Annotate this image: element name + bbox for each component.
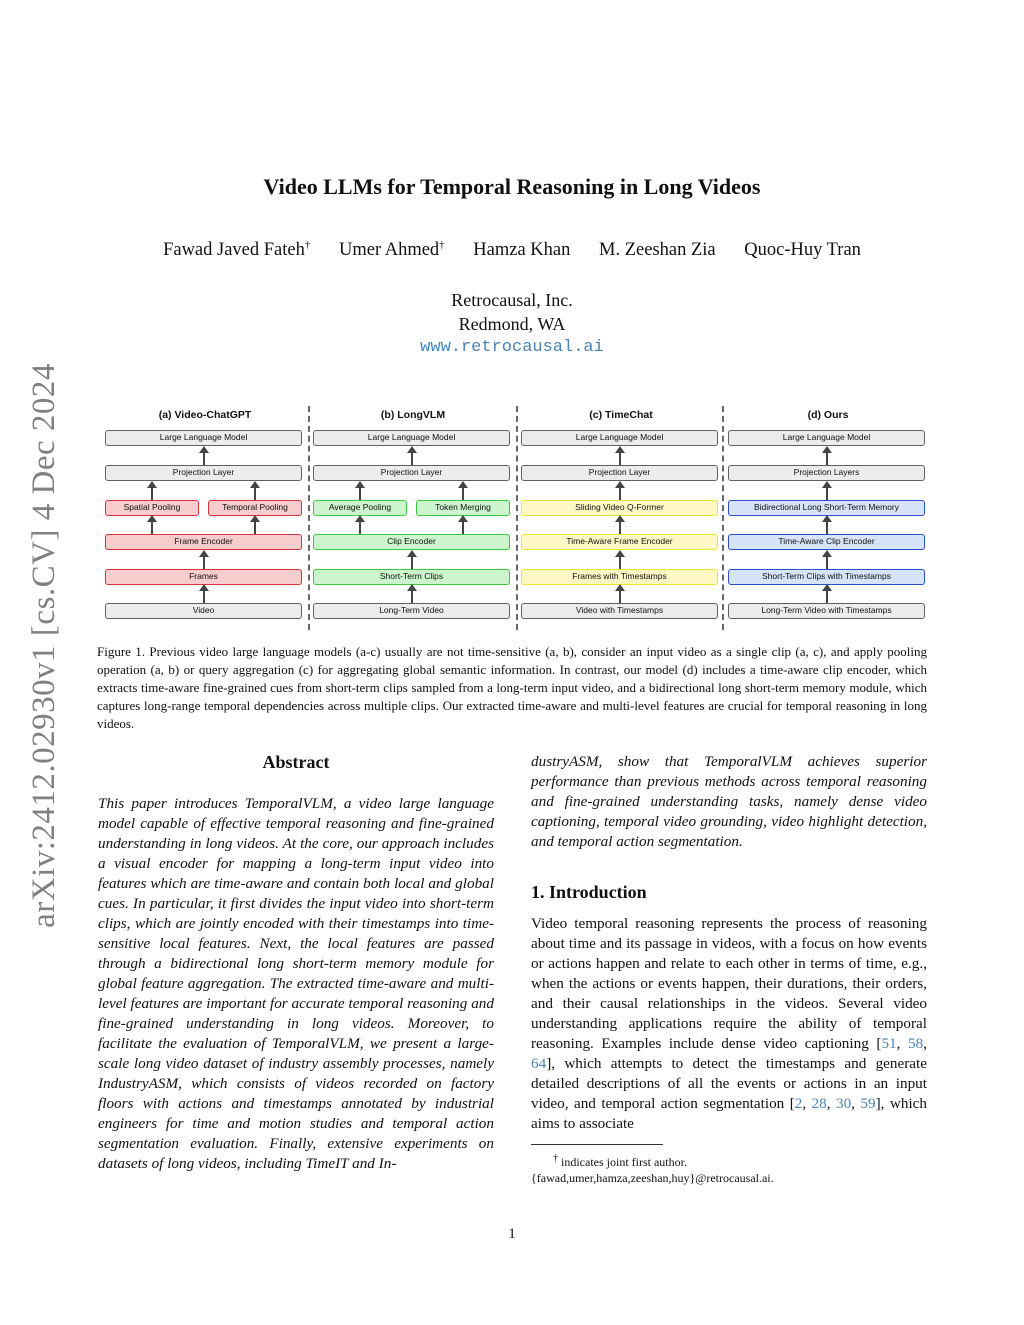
aggregation-box-left: Average Pooling	[313, 500, 407, 516]
author-mark: †	[439, 239, 445, 251]
author-list	[0, 239, 1024, 261]
figure-divider	[308, 406, 310, 630]
encoder-box: Frame Encoder	[105, 534, 302, 550]
figure-divider	[516, 406, 518, 630]
author-4: M. Zeeshan Zia	[599, 240, 716, 261]
figure-panel-ours	[728, 404, 928, 630]
panel-title: (c) TimeChat	[589, 409, 653, 421]
footnote-text: indicates joint first author.	[558, 1155, 687, 1169]
flow-arrow	[411, 452, 413, 465]
flow-arrow	[203, 590, 205, 603]
figure-panel-longvlm	[313, 404, 513, 630]
intro-text-part: ], which attempts to detect the timestamps and generate detailed descriptions of all the events or actions in an input video, and temporal action segmentation [	[531, 1055, 927, 1112]
flow-arrow	[359, 521, 361, 534]
author-name: Fawad Javed Fateh	[163, 240, 305, 261]
flow-arrow	[619, 521, 621, 534]
flow-arrow	[254, 521, 256, 534]
footnote-mark: †	[553, 1153, 558, 1164]
abstract-text: This paper introduces TemporalVLM, a video large language model capable of effective temporal reasoning and fine-grained understanding in long videos. At the core, our approach includes a visual encoder for mapping a long-term input video into features which are time-aware and contain both local and global cues. In particular, it first divides the input video into short-term clips, which are jointly encoded with their timestamps into time-sensitive local features. Next, the local features are passed through a bidirectional long short-term memory module for global feature aggregation. The extracted time-aware and multi-level features are important for accurate temporal reasoning and fine-grained understanding in long videos. Moreover, to facilitate the evaluation of TemporalVLM, we present a large-scale long video dataset of industry assembly processes, namely IndustryASM, which consists of videos recorded on factory floors with actions and timestamps annotated by industrial engineers for time and motion studies and temporal action segmentation evaluation. Finally, extensive experiments on datasets of long videos, including TimeIT and In-	[98, 795, 494, 1172]
citation-link[interactable]: 59	[860, 1095, 876, 1112]
cite-separator: ,	[851, 1095, 861, 1112]
encoder-box: Clip Encoder	[313, 534, 510, 550]
flow-arrow	[151, 487, 153, 500]
flow-arrow	[203, 556, 205, 569]
flow-arrow	[826, 452, 828, 465]
intro-text-part: ], which aims to associate	[531, 1095, 928, 1132]
author-3: Hamza Khan	[473, 240, 571, 261]
flow-arrow	[826, 487, 828, 500]
figure-panel-timechat	[521, 404, 721, 630]
flow-arrow	[462, 521, 464, 534]
projection-box: Projection Layer	[105, 465, 302, 481]
flow-arrow	[411, 556, 413, 569]
affiliation-city: Redmond, WA	[458, 314, 566, 334]
flow-arrow	[359, 487, 361, 500]
flow-arrow	[462, 487, 464, 500]
aggregation-box: Bidirectional Long Short-Term Memory	[728, 500, 925, 516]
footnote	[531, 1151, 927, 1186]
flow-arrow	[619, 556, 621, 569]
author-5: Quoc-Huy Tran	[744, 240, 861, 261]
arxiv-identifier-text: arXiv:2412.02930v1 [cs.CV] 4 Dec 2024	[25, 362, 62, 928]
footnote-rule	[531, 1144, 663, 1145]
llm-box: Large Language Model	[313, 430, 510, 446]
aggregation-box-left: Spatial Pooling	[105, 500, 199, 516]
citation-link[interactable]: 58	[908, 1035, 924, 1052]
panel-title: (d) Ours	[807, 409, 849, 421]
affiliation-org: Retrocausal, Inc.	[451, 290, 573, 310]
input-box: Video	[105, 603, 302, 619]
citation-link[interactable]: 2	[794, 1095, 803, 1112]
cite-separator: ,	[802, 1095, 812, 1112]
arxiv-identifier	[24, 360, 64, 930]
paper-title: Video LLMs for Temporal Reasoning in Long Videos	[263, 174, 761, 199]
panel-title: (a) Video-ChatGPT	[158, 409, 252, 421]
llm-box: Large Language Model	[521, 430, 718, 446]
flow-arrow	[151, 521, 153, 534]
aggregation-box-right: Temporal Pooling	[208, 500, 302, 516]
author-mark: †	[304, 239, 311, 251]
citation-link[interactable]: 64	[531, 1055, 547, 1072]
citation-link[interactable]: 30	[836, 1095, 852, 1112]
aggregation-box: Sliding Video Q-Former	[521, 500, 718, 516]
figure-divider	[722, 406, 724, 630]
figure-panel-video-chatgpt	[105, 404, 305, 630]
left-column	[98, 752, 494, 1174]
flow-arrow	[826, 590, 828, 603]
flow-arrow	[254, 487, 256, 500]
citation-link[interactable]: 51	[881, 1035, 897, 1052]
affiliation-url[interactable]: www.retrocausal.ai	[420, 338, 604, 357]
flow-arrow	[619, 452, 621, 465]
abstract-text-continued: dustryASM, show that TemporalVLM achieves superior performance than previous methods across temporal reasoning and fine-grained understanding tasks, namely dense video captioning, temporal video grounding, video highlight detection, and temporal action segmentation.	[531, 753, 927, 850]
input-box: Long-Term Video	[313, 603, 510, 619]
encoder-box: Time-Aware Frame Encoder	[521, 534, 718, 550]
author-1	[163, 240, 310, 260]
author-2	[339, 240, 445, 260]
cite-separator: ,	[923, 1035, 928, 1052]
units-box: Frames with Timestamps	[521, 569, 718, 585]
projection-box: Projection Layers	[728, 465, 925, 481]
flow-arrow	[826, 556, 828, 569]
abstract-heading: Abstract	[262, 752, 330, 772]
input-box: Long-Term Video with Timestamps	[728, 603, 925, 619]
flow-arrow	[203, 452, 205, 465]
units-box: Short-Term Clips	[313, 569, 510, 585]
projection-box: Projection Layer	[313, 465, 510, 481]
footnote-line-2: {fawad,umer,hamza,zeeshan,huy}@retrocausal.ai.	[531, 1171, 774, 1185]
intro-text-part: Video temporal reasoning represents the process of reasoning about time and its passage in videos, with a focus on how events or actions happen and relate to each other in terms of time, e.g., when the actions or events happen, their durations, their orders, and their causal relationships in the videos. Several video understanding applications require the ability of temporal reasoning. Examples include dense video captioning [	[531, 915, 927, 1052]
llm-box: Large Language Model	[728, 430, 925, 446]
author-name: Umer Ahmed	[338, 240, 440, 261]
flow-arrow	[826, 521, 828, 534]
input-box: Video with Timestamps	[521, 603, 718, 619]
introduction-text	[531, 914, 927, 1134]
flow-arrow	[619, 487, 621, 500]
figure-1	[100, 404, 930, 630]
units-box: Short-Term Clips with Timestamps	[728, 569, 925, 585]
cite-separator: ,	[896, 1035, 909, 1052]
encoder-box: Time-Aware Clip Encoder	[728, 534, 925, 550]
cite-separator: ,	[826, 1095, 836, 1112]
affiliation	[0, 288, 1024, 360]
page-number: 1	[508, 1226, 516, 1242]
panel-title: (b) LongVLM	[380, 409, 446, 421]
figure-caption: Figure 1. Previous video large language models (a-c) usually are not time-sensitive (a, b), consider an input video as a single clip (a, c), and apply pooling operation (a, b) or query aggregation (c) for aggregating global semantic information. In contrast, our model (d) includes a time-aware clip encoder, which extracts time-aware fine-grained cues from short-term clips sampled from a long-term input video, and a bidirectional long short-term memory module, which captures long-range temporal dependencies across multiple clips. Our extracted time-aware and multi-level features are crucial for temporal reasoning in long videos.	[97, 644, 927, 731]
aggregation-box-right: Token Merging	[416, 500, 510, 516]
llm-box: Large Language Model	[105, 430, 302, 446]
introduction-heading: 1. Introduction	[531, 882, 647, 902]
right-column	[531, 752, 927, 1186]
units-box: Frames	[105, 569, 302, 585]
projection-box: Projection Layer	[521, 465, 718, 481]
citation-link[interactable]: 28	[811, 1095, 827, 1112]
flow-arrow	[411, 590, 413, 603]
footnote-line-1	[531, 1151, 927, 1170]
flow-arrow	[619, 590, 621, 603]
